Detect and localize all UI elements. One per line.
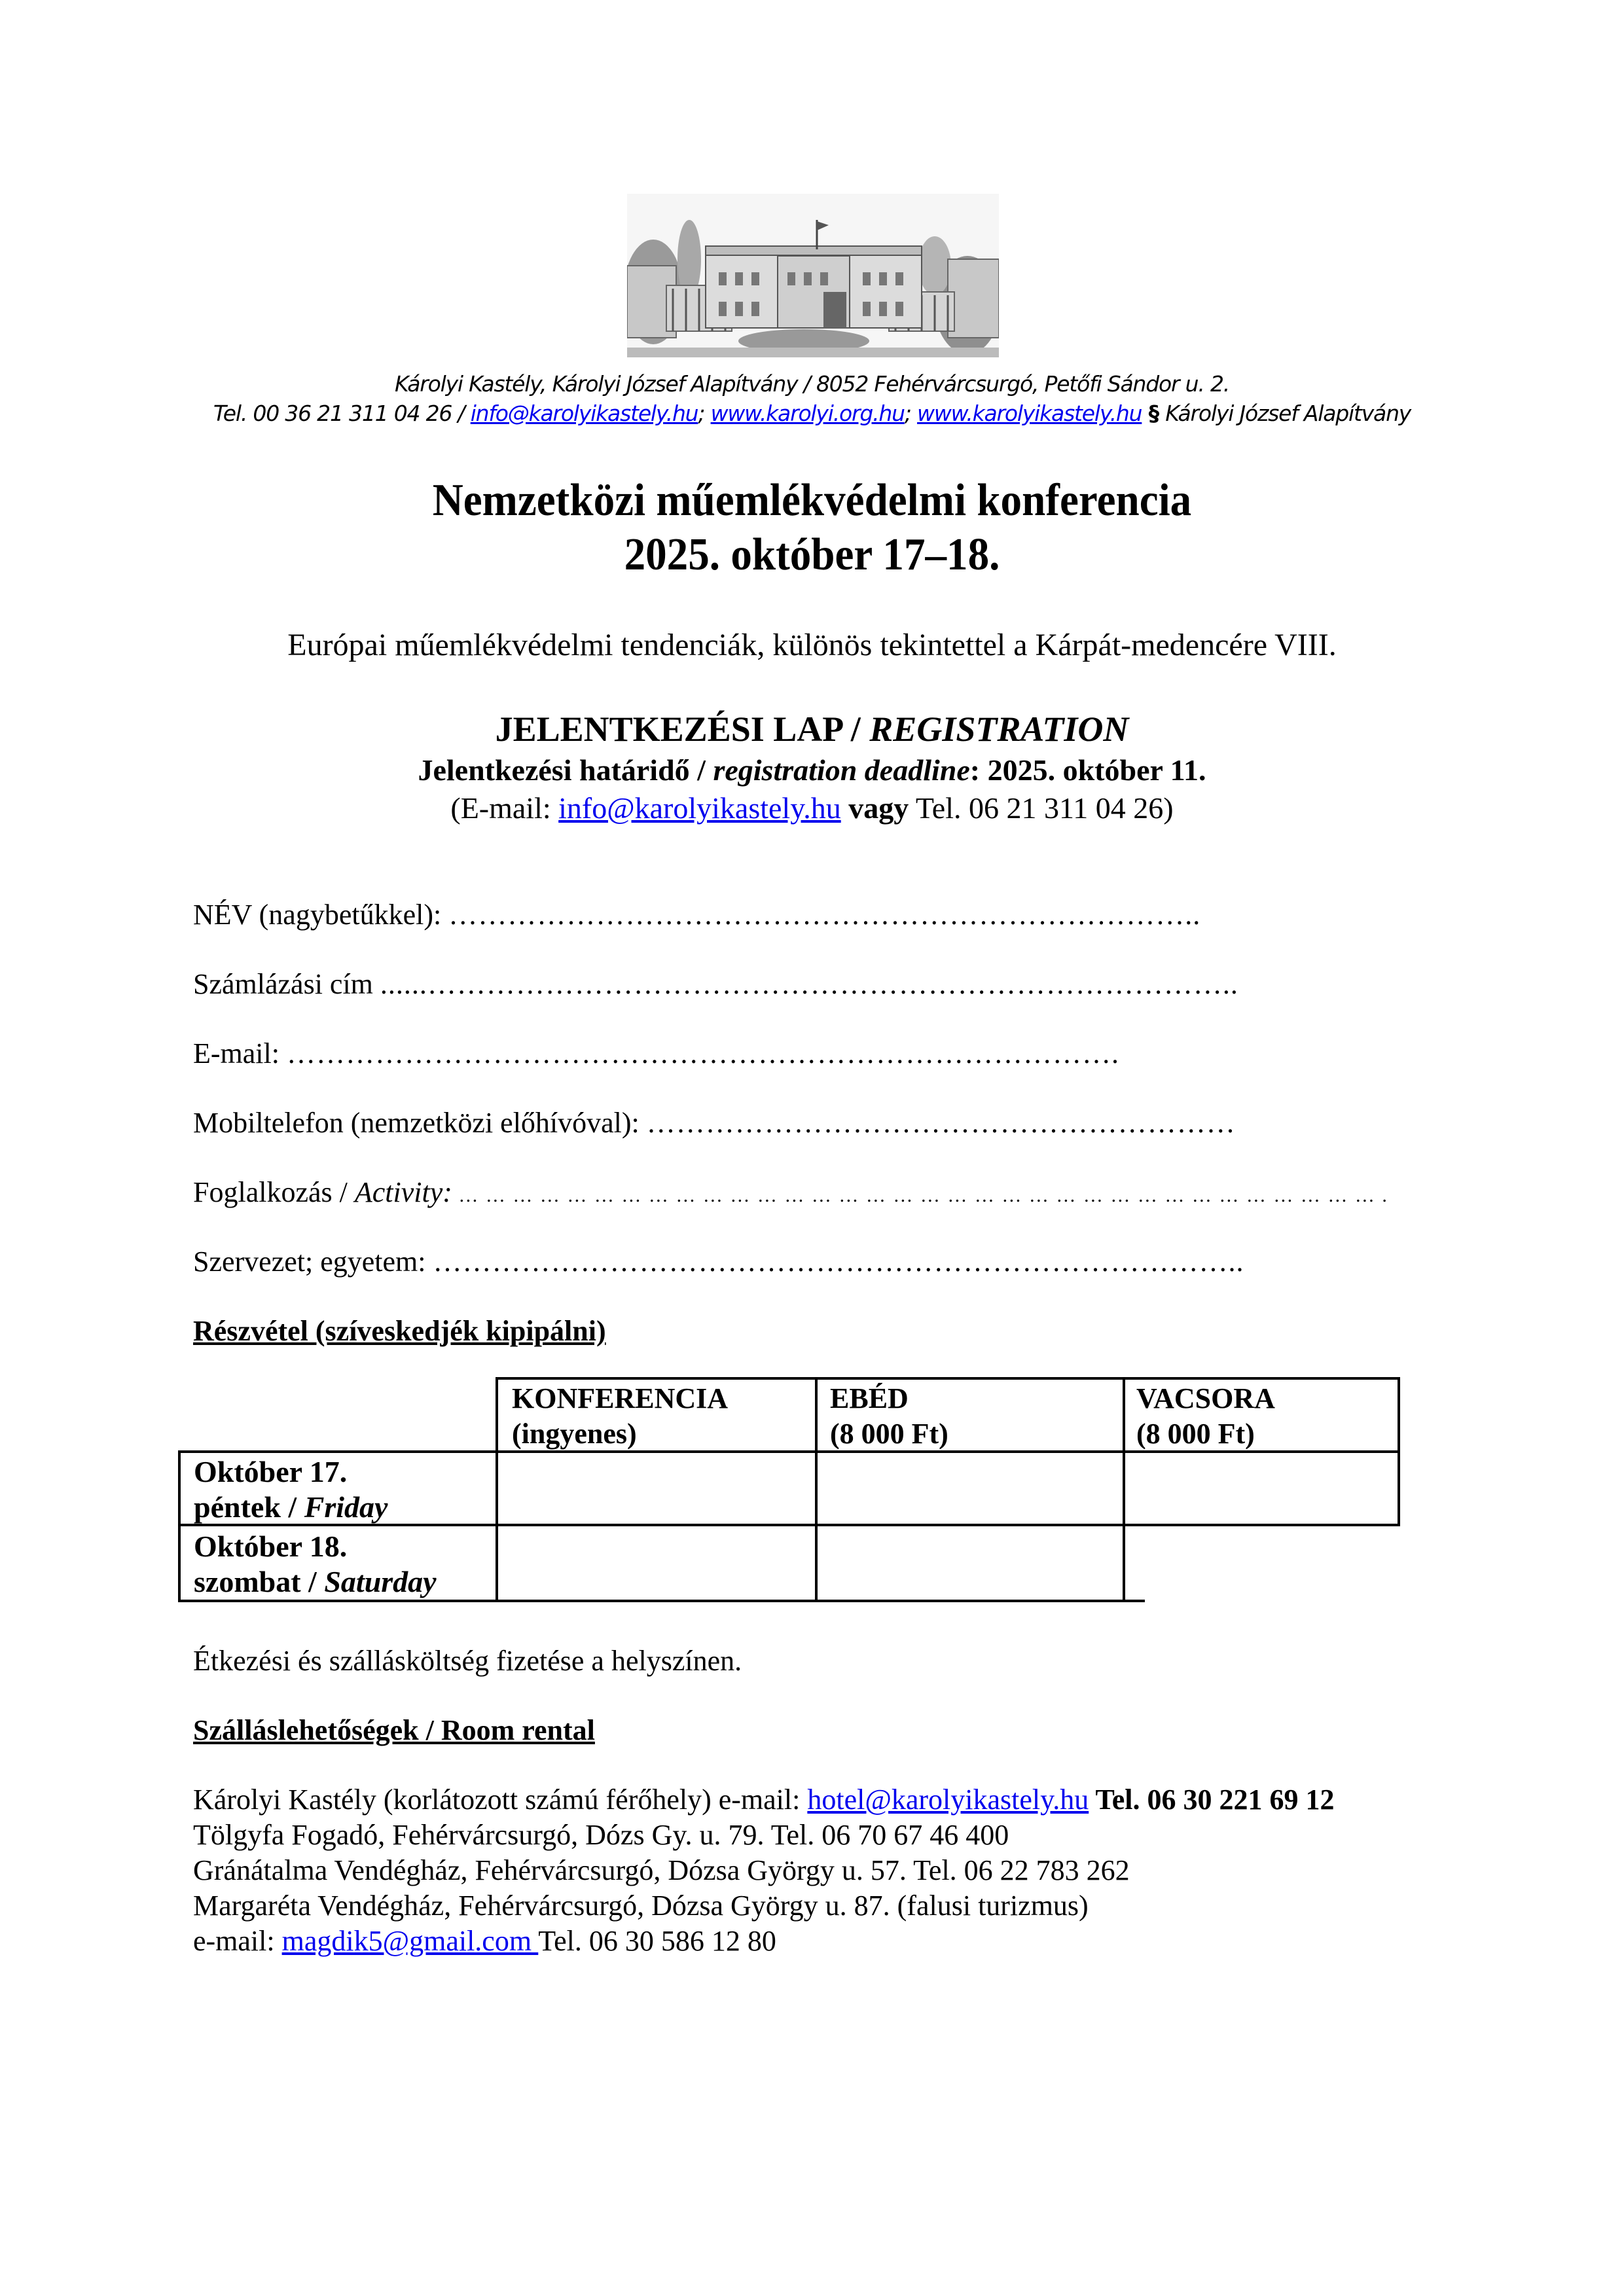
column-header-dinner-price: (8 000 Ft) bbox=[1136, 1418, 1255, 1450]
checkbox-cell-oct18-conference[interactable] bbox=[498, 1526, 815, 1600]
table-border-top bbox=[496, 1377, 1400, 1380]
section-sign-icon: § bbox=[1142, 401, 1166, 426]
column-header-conference-name: KONFERENCIA bbox=[512, 1382, 729, 1414]
page-title: Nemzetközi műemlékvédelmi konferencia bbox=[432, 475, 1192, 526]
checkbox-cell-oct18-lunch[interactable] bbox=[818, 1526, 1123, 1600]
mobile-phone-label: Mobiltelefon (nemzetközi előhívóval): bbox=[193, 1107, 647, 1139]
header-foundation: Károlyi József Alapítvány bbox=[1165, 401, 1411, 426]
registration-heading bbox=[0, 709, 1624, 749]
contact-or: vagy bbox=[840, 791, 909, 825]
billing-address-label: Számlázási cím bbox=[193, 968, 380, 1000]
row-day-hu: szombat / bbox=[194, 1565, 325, 1598]
organization-label: Szervezet; egyetem: bbox=[193, 1246, 433, 1278]
billing-address-field[interactable] bbox=[193, 967, 1238, 1001]
conference-date: 2025. október 17–18. bbox=[624, 529, 1000, 580]
table-border-row2 bbox=[178, 1600, 1145, 1602]
room-option-tolgyfa: Tölgyfa Fogadó, Fehérvárcsurgó, Dózs Gy. u. 79. Tel. 06 70 67 46 400 bbox=[193, 1819, 1009, 1851]
table-border-left bbox=[178, 1450, 181, 1602]
conference-subtitle: Európai műemlékvédelmi tendenciák, különös tekintettel a Kárpát-medencére VIII. bbox=[287, 628, 1337, 662]
billing-address-blank[interactable]: ......……………………………………………………………………….. bbox=[380, 968, 1238, 1000]
room-rental-heading: Szálláslehetőségek / Room rental bbox=[193, 1714, 595, 1746]
column-header-lunch-price: (8 000 Ft) bbox=[830, 1418, 948, 1450]
header-tel: Tel. 00 36 21 311 04 26 / bbox=[213, 401, 471, 426]
email-field-blank[interactable]: …………………………………………………………………………. bbox=[286, 1037, 1119, 1069]
mobile-phone-blank[interactable]: …………………………………………………… bbox=[646, 1107, 1236, 1139]
header-email-link[interactable]: info@karolyikastely.hu bbox=[470, 401, 698, 426]
table-border-right bbox=[1398, 1377, 1400, 1526]
contact-prefix: (E-mail: bbox=[450, 791, 559, 825]
room-option-margareta: Margaréta Vendégház, Fehérvárcsurgó, Dózsa György u. 87. (falusi turizmus) bbox=[193, 1890, 1089, 1922]
activity-label-en: Activity: bbox=[354, 1176, 452, 1208]
header-address: Károlyi Kastély, Károlyi József Alapítvány / 8052 Fehérvárcsurgó, Petőfi Sándor u. 2. bbox=[394, 371, 1230, 397]
email-field-label: E-mail: bbox=[193, 1037, 287, 1069]
column-header-dinner bbox=[1136, 1381, 1275, 1452]
column-header-lunch-name: EBÉD bbox=[830, 1382, 909, 1414]
room-email-label: e-mail: bbox=[193, 1925, 282, 1957]
margareta-phone: Tel. 06 30 586 12 80 bbox=[538, 1925, 776, 1957]
column-header-lunch bbox=[830, 1381, 948, 1452]
mobile-phone-field[interactable] bbox=[193, 1106, 1236, 1139]
organization-blank[interactable]: ……………………………………………………………………….. bbox=[433, 1246, 1244, 1278]
castle-illustration-icon bbox=[627, 194, 999, 357]
room-option-text: Károlyi Kastély (korlátozott számú férőhely) e-mail: bbox=[193, 1784, 808, 1816]
contact-tel: Tel. 06 21 311 04 26) bbox=[909, 791, 1174, 825]
payment-note: Étkezési és szállásköltség fizetése a helyszínen. bbox=[193, 1645, 742, 1677]
checkbox-cell-oct17-dinner[interactable] bbox=[1125, 1453, 1398, 1524]
header-web-link-kastely[interactable]: www.karolyikastely.hu bbox=[917, 401, 1142, 426]
room-option-karolyi bbox=[193, 1783, 1335, 1816]
header-contact-line bbox=[0, 401, 1624, 426]
column-header-dinner-name: VACSORA bbox=[1136, 1382, 1275, 1414]
activity-field[interactable] bbox=[193, 1175, 1388, 1209]
row-date: Október 18. bbox=[194, 1530, 348, 1563]
castle-engraving-image bbox=[627, 194, 999, 357]
row-day-en: Saturday bbox=[324, 1565, 437, 1598]
column-header-conference bbox=[512, 1381, 728, 1452]
hotel-phone: Tel. 06 30 221 69 12 bbox=[1089, 1784, 1335, 1816]
row-header-oct17 bbox=[194, 1454, 388, 1525]
registration-contact bbox=[0, 791, 1624, 825]
deadline-label-hu: Jelentkezési határidő / bbox=[418, 753, 713, 787]
email-field[interactable] bbox=[193, 1037, 1119, 1070]
participation-heading: Részvétel (szíveskedjék kipipálni) bbox=[193, 1315, 606, 1347]
contact-email-link[interactable]: info@karolyikastely.hu bbox=[558, 791, 841, 825]
header-web-link-org[interactable]: www.karolyi.org.hu bbox=[710, 401, 905, 426]
room-option-margareta-contact bbox=[193, 1924, 776, 1958]
name-field-blank[interactable]: ………………………………………………………………….. bbox=[448, 899, 1201, 931]
row-day bbox=[194, 1490, 388, 1525]
name-field[interactable] bbox=[193, 898, 1200, 931]
activity-blank[interactable]: … … … … … … … … … … … … … … … … … … … … … … … … … … … … … … … … … … . bbox=[452, 1185, 1388, 1206]
organization-field[interactable] bbox=[193, 1245, 1244, 1278]
header-sep: ; bbox=[904, 401, 918, 426]
room-option-granatalma: Gránátalma Vendégház, Fehérvárcsurgó, Dózsa György u. 57. Tel. 06 22 783 262 bbox=[193, 1854, 1130, 1886]
deadline-label-en: registration deadline bbox=[713, 753, 970, 787]
column-header-conference-note: (ingyenes) bbox=[512, 1418, 637, 1450]
activity-label: Foglalkozás / bbox=[193, 1176, 355, 1208]
deadline-date: : 2025. október 11. bbox=[969, 753, 1206, 787]
checkbox-cell-oct17-lunch[interactable] bbox=[818, 1453, 1123, 1524]
margareta-email-link[interactable]: magdik5@gmail.com bbox=[281, 1925, 539, 1957]
row-header-oct18 bbox=[194, 1529, 437, 1600]
checkbox-cell-oct17-conference[interactable] bbox=[498, 1453, 815, 1524]
hotel-email-link[interactable]: hotel@karolyikastely.hu bbox=[807, 1784, 1089, 1816]
row-day-hu: péntek / bbox=[194, 1490, 304, 1524]
registration-deadline bbox=[0, 753, 1624, 787]
registration-heading-hu: JELENTKEZÉSI LAP / bbox=[495, 709, 870, 749]
header-sep: ; bbox=[698, 401, 711, 426]
row-day-en: Friday bbox=[304, 1490, 388, 1524]
name-field-label: NÉV (nagybetűkkel): bbox=[193, 899, 449, 931]
row-date: Október 17. bbox=[194, 1455, 348, 1488]
row-day bbox=[194, 1564, 437, 1600]
registration-heading-en: REGISTRATION bbox=[869, 709, 1129, 749]
